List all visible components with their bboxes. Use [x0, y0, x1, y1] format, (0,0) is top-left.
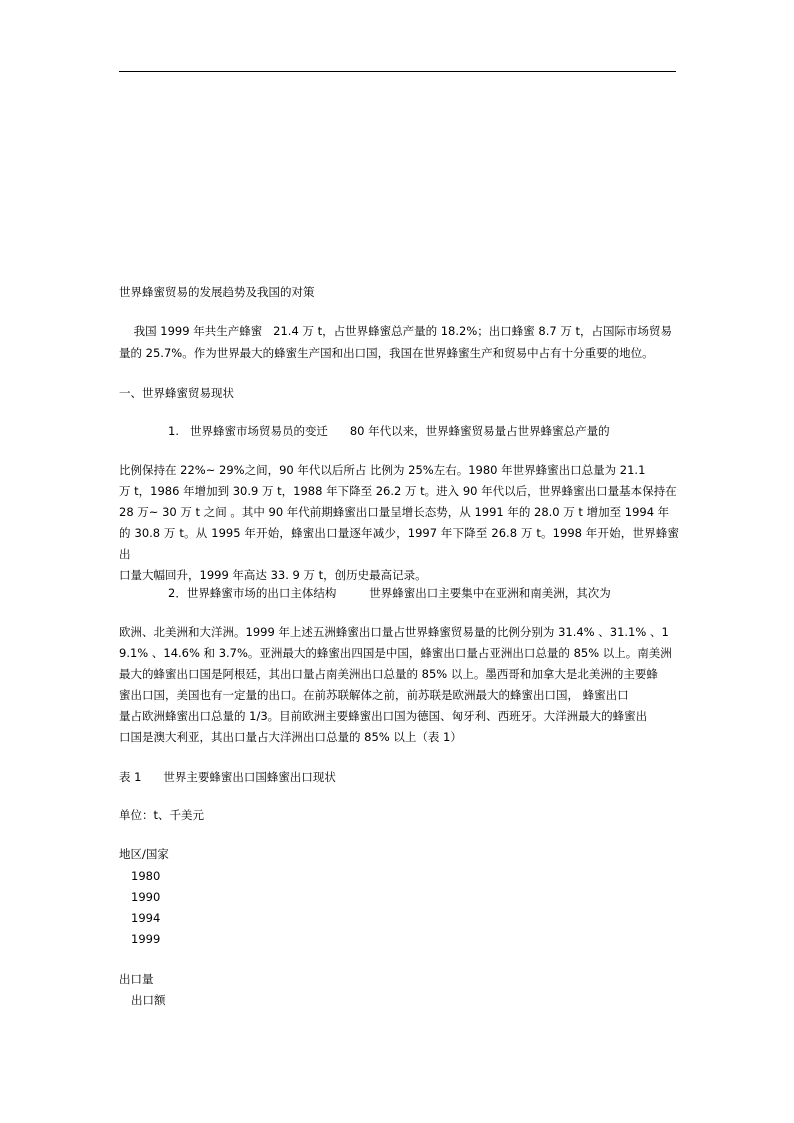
subsection-1-heading: 1. 世界蜂蜜市场贸易员的变迁 80 年代以来，世界蜂蜜贸易量占世界蜂蜜总产量的 — [168, 424, 610, 438]
subsection-2-body: 欧洲、北美洲和大洋洲。1999 年上述五洲蜂蜜出口量占世界蜂蜜贸易量的比例分别为 31.4% 、31.1% 、1 9.1% 、14.6% 和 3.7%。亚洲最大的蜂蜜出四国是中国，蜂蜜出口量占亚洲出口总量的 85% 以上。南美洲 最大的蜂蜜出口国是阿根廷，其出口量占南美洲出口总量的 85% 以上。墨西哥和加拿大是北美洲的主要蜂 蜜出口国，美国也有一定量的出口。在前苏联解体之前，前苏联是欧洲最大的蜂蜜出口国， 蜂蜜出口 量占欧洲蜂蜜出口总量的 1/3。目前欧洲主要蜂蜜出口国为德国、匈牙利、西班牙。大洋洲最大的蜂蜜出 口国是澳大利亚，其出口量占大洋洲出口总量的 85% 以上（表 1） — [119, 625, 672, 744]
table-unit: 单位：t、千美元 — [119, 808, 205, 822]
subsection-1-body: 比例保持在 22%~ 29%之间，90 年代以后所占 比例为 25%左右。1980 年世界蜂蜜出口总量为 21.1 万 t，1986 年增加到 30.9 万 t，1988 年下降至 26.2 万 t。进入 90 年代以后，世界蜂蜜出口量基本保持在 28 万~ 30 万 t 之间 。其中 90 年代前期蜂蜜出口量呈增长态势，从 1991 年的 28.0 万 t 增加至 1994 年 的 30.8 万 t。从 1995 年开始，蜂蜜出口量逐年减少，1997 年下降至 26.8 万 t。1998 年开始，世界蜂蜜出 口量大幅回升，1999 年高达 33. 9 万 t，创历史最高记录。 — [119, 463, 679, 582]
year-1994: 1994 — [131, 911, 161, 925]
table-region-header: 地区/国家 — [119, 847, 169, 861]
subsection-2-heading: 2．世界蜂蜜市场的出口主体结构 世界蜂蜜出口主要集中在亚洲和南美洲，其次为 — [168, 586, 611, 600]
intro-line-1: 我国 1999 年共生产蜂蜜 21.4 万 t，占世界蜂蜜总产量的 18.2%；出口蜂蜜 8.7 万 t，占国际市场贸易 — [119, 324, 673, 338]
column-export-value: 出口额 — [131, 993, 166, 1007]
year-1980: 1980 — [131, 869, 161, 883]
table-caption: 表 1 世界主要蜂蜜出口国蜂蜜出口现状 — [119, 770, 336, 784]
year-1990: 1990 — [131, 890, 161, 904]
document-title: 世界蜂蜜贸易的发展趋势及我国的对策 — [119, 285, 315, 299]
section-heading-1: 一、世界蜂蜜贸易现状 — [119, 386, 234, 400]
year-1999: 1999 — [131, 932, 161, 946]
header-rule — [119, 71, 676, 72]
column-export-volume: 出口量 — [119, 972, 154, 986]
intro-line-2: 量的 25.7%。作为世界最大的蜂蜜生产国和出口国，我国在世界蜂蜜生产和贸易中占有十分重要的地位。 — [119, 346, 654, 360]
